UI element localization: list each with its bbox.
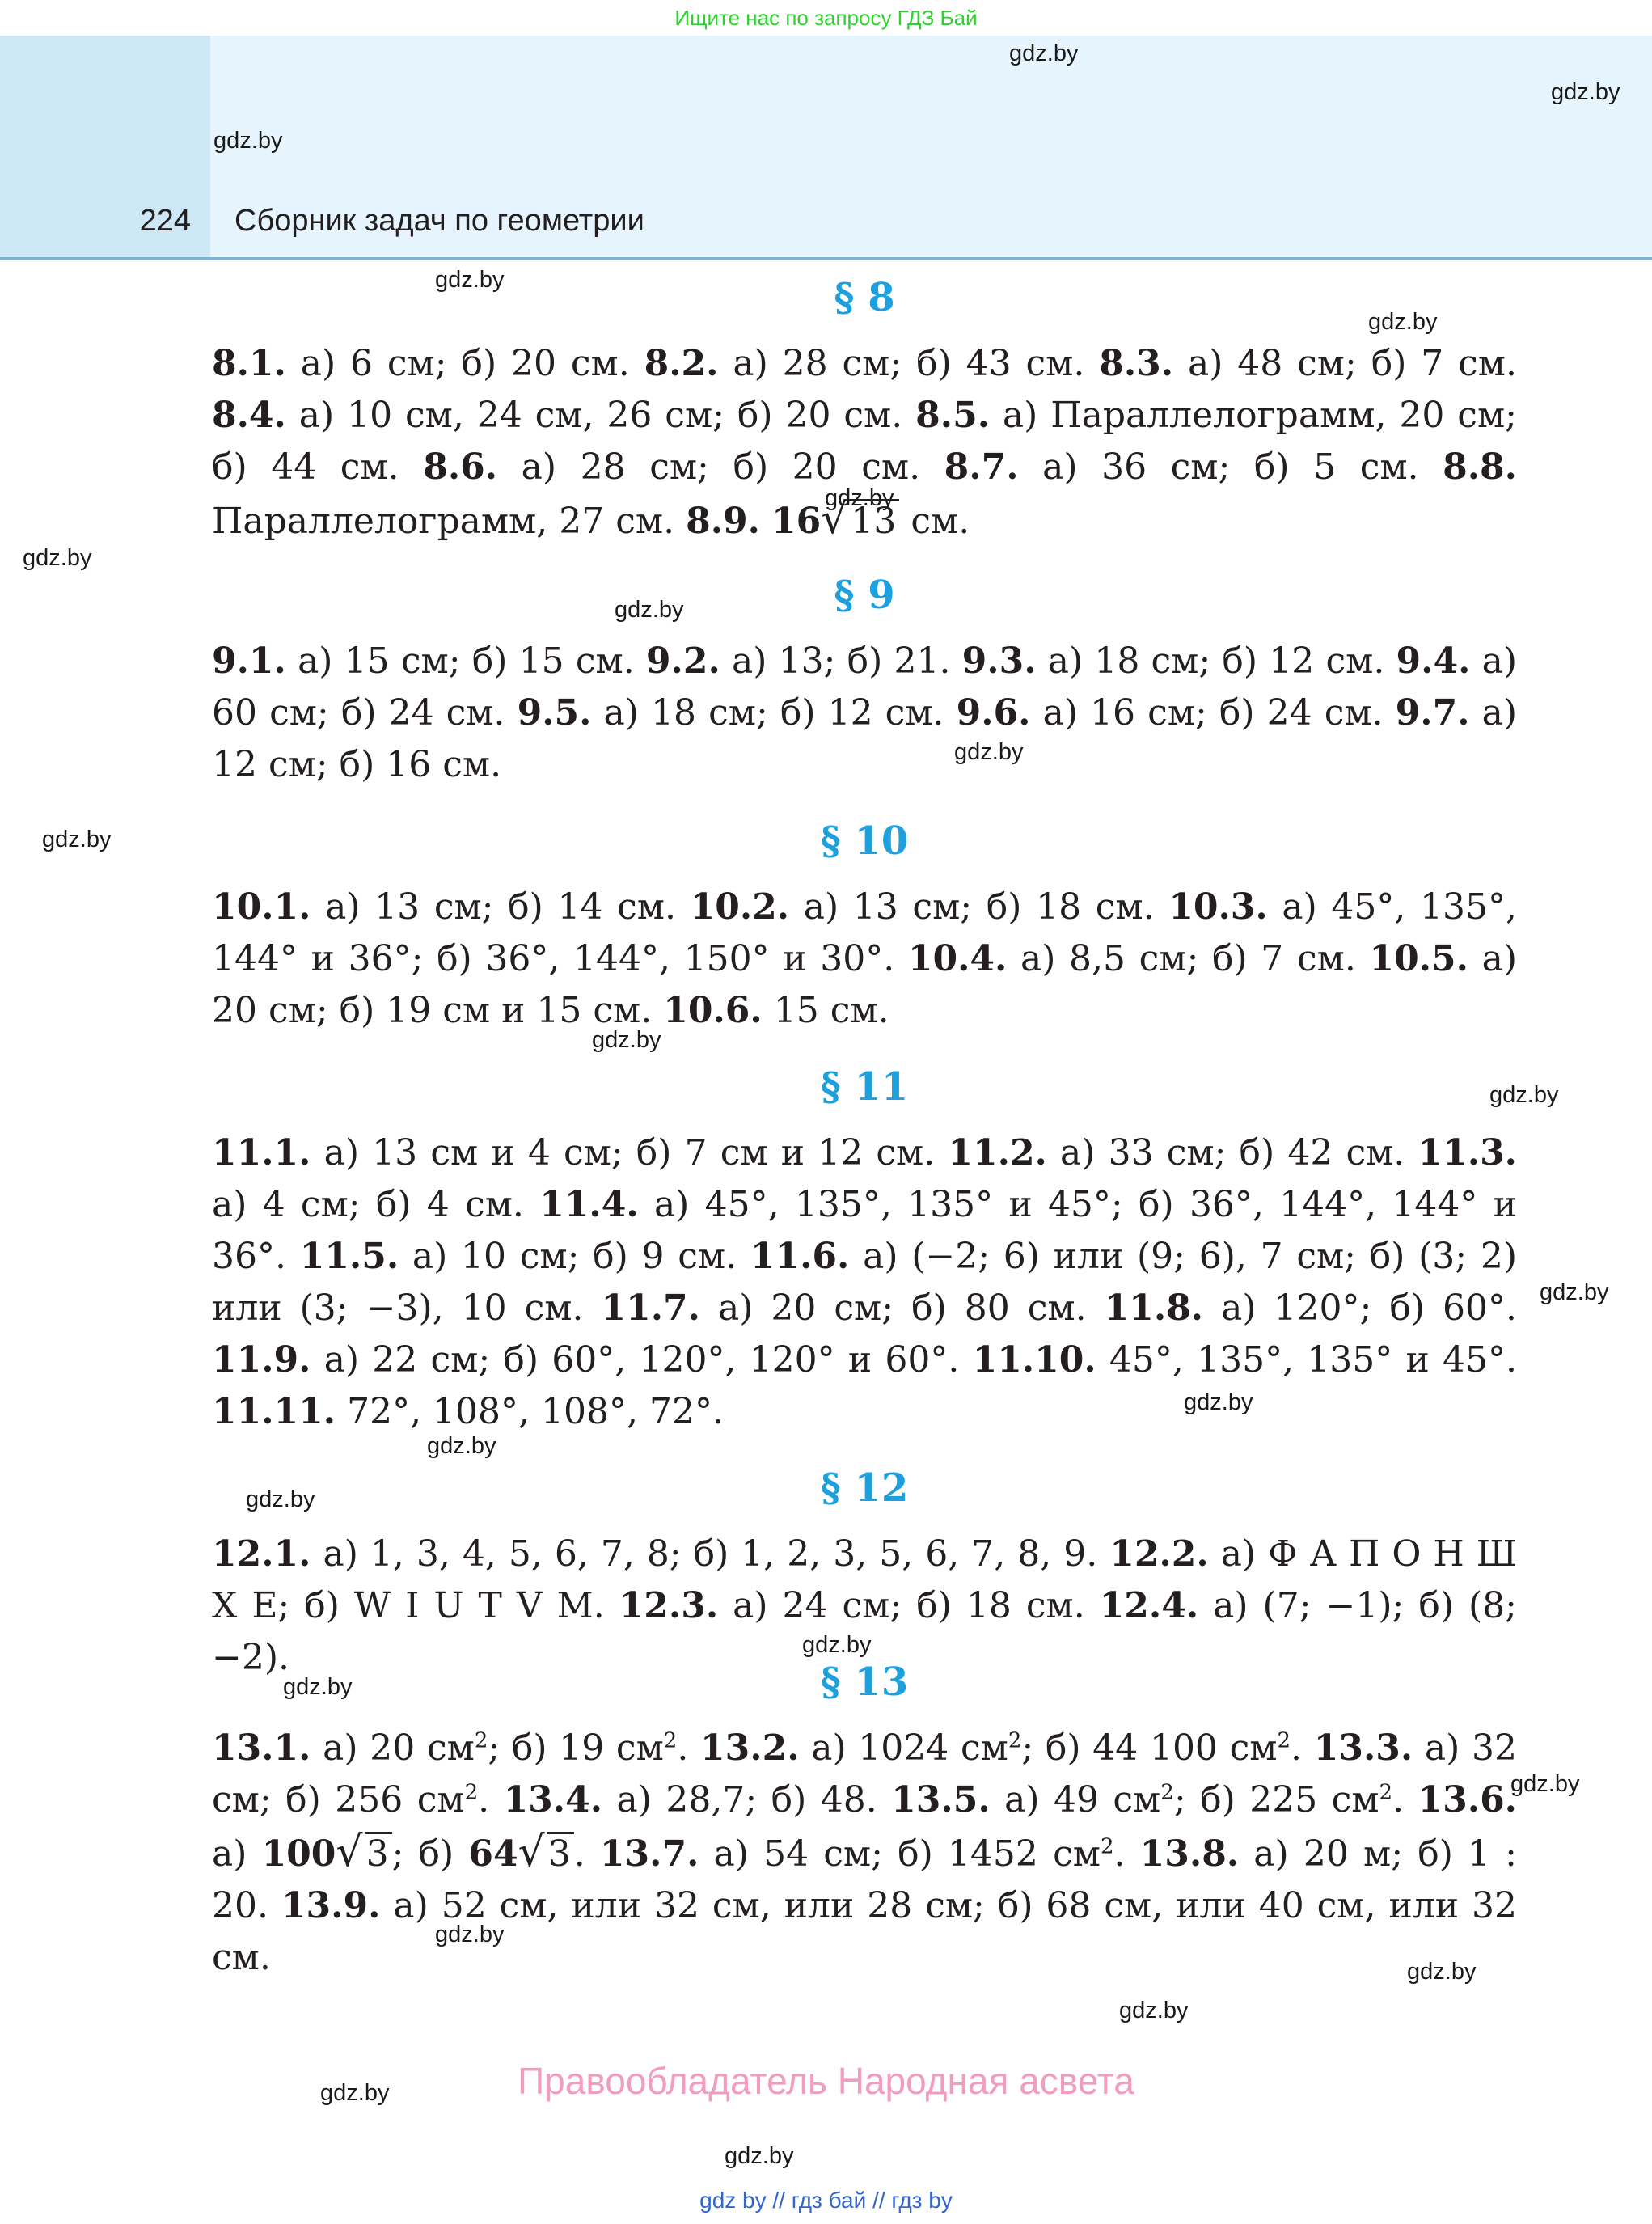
watermark: gdz.by: [1368, 309, 1438, 335]
header-divider: [0, 257, 1652, 260]
section-answers: 10.1. а) 13 см; б) 14 см. 10.2. а) 13 см; б) 18 см. 10.3. а) 45°, 135°, 144° и 36°; б) 36°, 144°, 150° и 30°. 10.4. а) 8,5 см; б) 7 см. 10.5. а) 20 см; б) 19 см и 15 см. 10.6. 15 см.: [212, 886, 1518, 1031]
watermark: gdz.by: [42, 827, 112, 852]
watermark: gdz.by: [954, 739, 1024, 765]
section-answers: 12.1. а) 1, 3, 4, 5, 6, 7, 8; б) 1, 2, 3, 5, 6, 7, 8, 9. 12.2. а) Ф А П О Н Ш Х Е; б) W I U T V M. 12.3. а) 24 см; б) 18 см. 12.4. а) (7; −1); б) (8; −2).: [212, 1533, 1517, 1678]
running-title: Сборник задач по геометрии: [234, 204, 644, 238]
copyright-notice: Правообладатель Народная асвета: [518, 2060, 1134, 2102]
watermark: gdz.by: [1184, 1389, 1253, 1415]
section-heading: § 10: [820, 818, 909, 864]
watermark: gdz.by: [615, 597, 684, 623]
watermark: gdz.by: [213, 128, 283, 154]
section-answers: 8.1. а) 6 см; б) 20 см. 8.2. а) 28 см; б) 43 см. 8.3. а) 48 см; б) 7 см. 8.4. а) 10 см, 24 см, 26 см; б) 20 см. 8.5. а) Параллелограмм, 20 см; б) 44 см. 8.6. а) 28 см; б) 20 см. 8.7. а) 36 см; б) 5 см. 8.8. Параллелограмм, 27 см. 8.9. 16√13 см.: [212, 343, 1518, 543]
page-number: 224: [139, 204, 191, 238]
watermark: gdz.by: [320, 2080, 390, 2106]
section-heading: § 11: [820, 1064, 909, 1110]
watermark: gdz.by: [1510, 1771, 1580, 1797]
watermark: gdz.by: [1551, 79, 1620, 105]
section-heading: § 12: [820, 1465, 909, 1511]
watermark: gdz.by: [592, 1027, 661, 1053]
watermark: gdz.by: [246, 1486, 315, 1512]
section-answers: 13.1. а) 20 $см^2$; б) 19 $см^2$. 13.2. а) 1024 $см^2$; б) 44 100 $см^2$. 13.3. а) 32 см; б) 256 $см^2$. 13.4. а) 28,7; б) 48. 13.5. а) 49 $см^2$; б) 225 $см^2$. 13.6. а) 100√3; б) 64√3. 13.7. а) 54 см; б) 1452 $см^2$. 13.8. а) 20 м; б) 1 : 20. 13.9. а) 52 см, или 32 см, или 28 см; б) 68 см, или 40 см, или 32 см.: [212, 1727, 1518, 1978]
watermark: gdz.by: [1540, 1279, 1609, 1305]
watermark: gdz.by: [1119, 1998, 1189, 2023]
search-hint-banner[interactable]: Ищите нас по запросу ГДЗ Бай: [674, 6, 978, 30]
section-heading: § 13: [820, 1660, 909, 1705]
section-answers: 11.1. а) 13 см и 4 см; б) 7 см и 12 см. 11.2. а) 33 см; б) 42 см. 11.3. а) 4 см; б) 4 см. 11.4. а) 45°, 135°, 135° и 45°; б) 36°, 144°, 144° и 36°. 11.5. а) 10 см; б) 9 см. 11.6. а) (−2; 6) или (9; 6), 7 см; б) (3; 2) или (3; −3), 10 см. 11.7. а) 20 см; б) 80 см. 11.8. а) 120°; б) 60°. 11.9. а) 22 см; б) 60°, 120°, 120° и 60°. 11.10. 45°, 135°, 135° и 45°. 11.11. 72°, 108°, 108°, 72°.: [212, 1132, 1518, 1432]
watermark: gdz.by: [435, 1922, 505, 1947]
watermark: gdz.by: [435, 267, 505, 293]
watermark: gdz.by: [1489, 1082, 1559, 1108]
section-heading: § 9: [834, 573, 895, 618]
watermark: gdz.by: [23, 545, 92, 571]
watermark: gdz.by: [283, 1674, 353, 1700]
watermark: gdz.by: [1407, 1959, 1477, 1985]
watermark: gdz.by: [1009, 40, 1079, 66]
section-answers: 9.1. а) 15 см; б) 15 см. 9.2. а) 13; б) 21. 9.3. а) 18 см; б) 12 см. 9.4. а) 60 см; б) 24 см. 9.5. а) 18 см; б) 12 см. 9.6. а) 16 см; б) 24 см. 9.7. а) 12 см; б) 16 см.: [212, 641, 1518, 785]
footer-links[interactable]: gdz by // гдз бай // гдз by: [699, 2188, 953, 2213]
section-heading: § 8: [834, 275, 895, 320]
watermark: gdz.by: [427, 1433, 496, 1459]
watermark: gdz.by: [802, 1632, 872, 1658]
watermark: gdz.by: [725, 2143, 794, 2169]
watermark: gdz.by: [825, 485, 894, 511]
